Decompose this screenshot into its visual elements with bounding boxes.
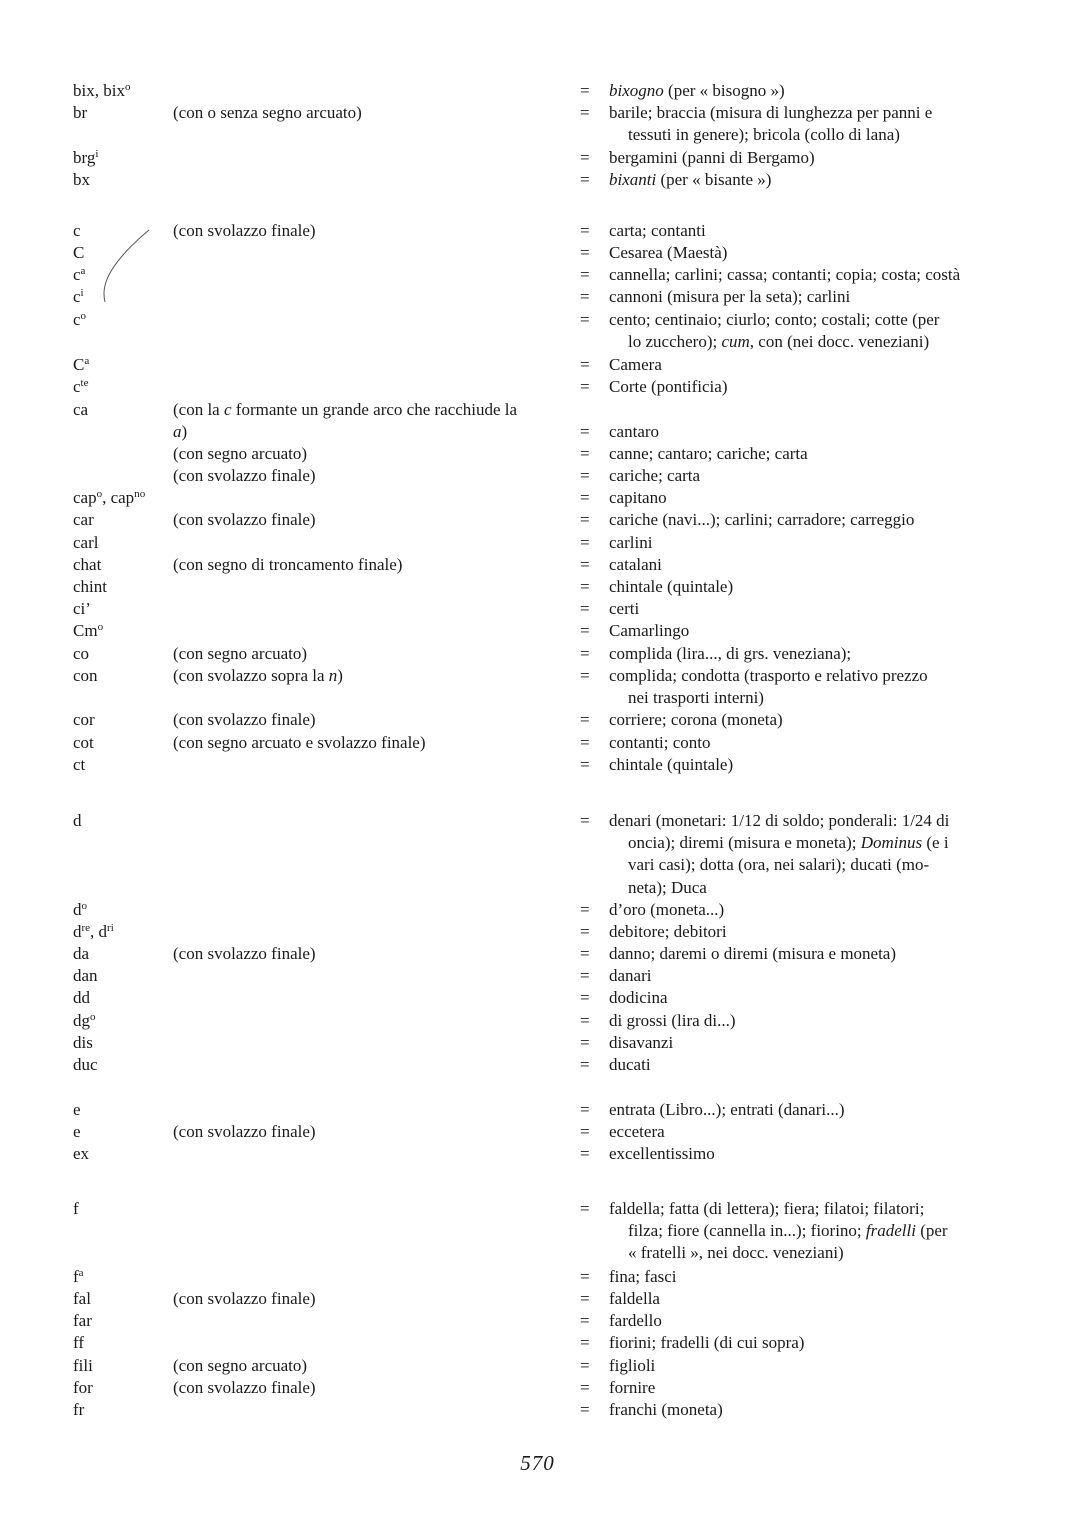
definition-line: eccetera	[609, 1122, 665, 1141]
definition	[609, 465, 1037, 487]
definition-line: vari casi); dotta (ora, nei salari); ducati (mo-	[628, 855, 930, 875]
definition-line: nei trasporti interni)	[628, 688, 764, 708]
equals-sign: =	[580, 355, 590, 374]
abbreviation: br	[73, 103, 88, 122]
equals-sign: =	[580, 1356, 590, 1375]
definition	[609, 80, 1037, 102]
definition-line: oncia); diremi (misura e moneta); Dominus (e i	[628, 833, 949, 853]
abbreviation: $c^{te}$	[73, 377, 89, 396]
definition	[609, 1310, 1037, 1332]
equals-sign: =	[580, 422, 590, 441]
definition	[609, 965, 1037, 987]
abbreviation: $c^i$	[73, 287, 84, 306]
abbreviation-note: (con segno arcuato)	[173, 1356, 308, 1375]
abbreviation-note: (con svolazzo finale)	[173, 510, 316, 529]
abbreviation-note: (con segno arcuato)	[173, 644, 308, 663]
equals-sign: =	[580, 444, 590, 463]
definition	[609, 1121, 1037, 1143]
equals-sign: =	[580, 621, 590, 640]
definition-line: cento; centinaio; ciurlo; conto; costali; cotte (per	[609, 310, 940, 329]
definition	[609, 487, 1037, 509]
abbreviation-note: (con segno arcuato)	[173, 444, 308, 463]
abbreviation: da	[73, 944, 90, 963]
definition	[609, 1010, 1037, 1032]
definition	[609, 1288, 1037, 1310]
definition-line: bixogno (per « bisogno »)	[609, 81, 785, 100]
abbreviation: $f^a$	[73, 1267, 84, 1286]
abbreviation-note: (con la c formante un grande arco che racchiude la a)	[173, 400, 518, 442]
abbreviation: chint	[73, 577, 107, 596]
equals-sign: =	[580, 922, 590, 941]
equals-sign: =	[580, 644, 590, 663]
equals-sign: =	[580, 310, 590, 329]
definition-line: d’oro (moneta...)	[609, 900, 725, 919]
abbreviation: cot	[73, 733, 94, 752]
abbreviation: dan	[73, 966, 98, 985]
equals-sign: =	[580, 1011, 590, 1030]
abbreviation: con	[73, 666, 98, 685]
equals-sign: =	[580, 81, 590, 100]
definition-line: excellentissimo	[609, 1144, 715, 1163]
abbreviation: dis	[73, 1033, 93, 1052]
equals-sign: =	[580, 1122, 590, 1141]
abbreviation: fr	[73, 1400, 85, 1419]
abbreviation-note: (con svolazzo finale)	[173, 1122, 316, 1141]
definition	[609, 810, 1037, 899]
equals-sign: =	[580, 533, 590, 552]
abbreviation: car	[73, 510, 94, 529]
abbreviation: bx	[73, 170, 90, 189]
definition-line: bixanti (per « bisante »)	[609, 170, 772, 189]
definition	[609, 1054, 1037, 1076]
definition	[609, 376, 1037, 398]
pen-stroke-mark	[100, 228, 152, 304]
definition	[609, 102, 1037, 146]
definition	[609, 1143, 1037, 1165]
equals-sign: =	[580, 1289, 590, 1308]
equals-sign: =	[580, 1144, 590, 1163]
abbreviation: $c^o$	[73, 310, 87, 329]
definition	[609, 242, 1037, 264]
definition-line: figlioli	[609, 1356, 656, 1375]
equals-sign: =	[580, 287, 590, 306]
definition-line: complida; condotta (trasporto e relativo prezzo	[609, 666, 928, 685]
definition	[609, 1198, 1037, 1265]
definition-line: Corte (pontificia)	[609, 377, 728, 396]
definition	[609, 1332, 1037, 1354]
definition	[609, 899, 1037, 921]
abbreviation: c	[73, 221, 81, 240]
definition	[609, 987, 1037, 1009]
definition	[609, 264, 1037, 286]
definition	[609, 1355, 1037, 1377]
definition-line: neta); Duca	[628, 877, 707, 897]
definition-line: cantaro	[609, 422, 660, 441]
abbreviation: carl	[73, 533, 99, 552]
definition-line: canne; cantaro; cariche; carta	[609, 444, 808, 463]
abbreviation: $d^o$	[73, 900, 87, 919]
abbreviation-note: (con svolazzo sopra la n)	[173, 666, 343, 685]
definition-line: Cesarea (Maestà)	[609, 243, 728, 262]
definition-line: cariche; carta	[609, 466, 701, 485]
equals-sign: =	[580, 1378, 590, 1397]
abbreviation: e	[73, 1122, 81, 1141]
definition-line: faldella	[609, 1289, 660, 1308]
abbreviation: $C^a$	[73, 355, 90, 374]
equals-sign: =	[580, 170, 590, 189]
equals-sign: =	[580, 1333, 590, 1352]
definition	[609, 532, 1037, 554]
definition	[609, 754, 1037, 776]
definition-line: ducati	[609, 1055, 651, 1074]
definition-line: certi	[609, 599, 640, 618]
definition-line: carta; contanti	[609, 221, 706, 240]
equals-sign: =	[580, 148, 590, 167]
abbreviation: ff	[73, 1333, 85, 1352]
abbreviation-note: (con svolazzo finale)	[173, 1289, 316, 1308]
equals-sign: =	[580, 103, 590, 122]
equals-sign: =	[580, 666, 590, 685]
equals-sign: =	[580, 510, 590, 529]
abbreviation-note: (con svolazzo finale)	[173, 466, 316, 485]
definition-line: complida (lira..., di grs. veneziana);	[609, 644, 852, 663]
abbreviation: cap$^o$, cap$^{no}$	[73, 488, 146, 507]
abbreviation-note: (con svolazzo finale)	[173, 1378, 316, 1397]
definition-line: dodicina	[609, 988, 668, 1007]
definition	[609, 1377, 1037, 1399]
definition	[609, 354, 1037, 376]
abbreviation: fal	[73, 1289, 91, 1308]
definition	[609, 732, 1037, 754]
abbreviation: dd	[73, 988, 90, 1007]
abbreviation: co	[73, 644, 90, 663]
definition	[609, 665, 1037, 709]
definition-line: di grossi (lira di...)	[609, 1011, 736, 1030]
equals-sign: =	[580, 1100, 590, 1119]
definition-line: faldella; fatta (di lettera); fiera; filatoi; filatori;	[609, 1199, 925, 1218]
equals-sign: =	[580, 988, 590, 1007]
equals-sign: =	[580, 755, 590, 774]
equals-sign: =	[580, 1267, 590, 1286]
equals-sign: =	[580, 944, 590, 963]
definition-line: corriere; corona (moneta)	[609, 710, 783, 729]
equals-sign: =	[580, 1311, 590, 1330]
definition	[609, 421, 1037, 443]
definition	[609, 921, 1037, 943]
definition-line: franchi (moneta)	[609, 1400, 723, 1419]
abbreviation: ci’	[73, 599, 91, 618]
abbreviation: $c^a$	[73, 265, 86, 284]
equals-sign: =	[580, 1055, 590, 1074]
definition-line: entrata (Libro...); entrati (danari...)	[609, 1100, 845, 1119]
abbreviation-note: (con segno arcuato e svolazzo finale)	[173, 733, 426, 752]
definition	[609, 220, 1037, 242]
definition-line: barile; braccia (misura di lunghezza per panni e	[609, 103, 933, 122]
definition	[609, 943, 1037, 965]
abbreviation: Cm$^o$	[73, 621, 104, 640]
definition	[609, 1099, 1037, 1121]
definition	[609, 1032, 1037, 1054]
definition-line: fardello	[609, 1311, 662, 1330]
definition-line: lo zucchero); cum, con (nei docc. veneziani)	[628, 332, 930, 352]
abbreviation-note: (con svolazzo finale)	[173, 710, 316, 729]
definition	[609, 643, 1037, 665]
definition-line: carlini	[609, 533, 653, 552]
page-number: 570	[520, 1451, 555, 1475]
abbreviation: ct	[73, 755, 86, 774]
abbreviation: ca	[73, 400, 89, 419]
equals-sign: =	[580, 710, 590, 729]
definition-line: capitano	[609, 488, 667, 507]
definition-line: danno; daremi o diremi (misura e moneta)	[609, 944, 897, 963]
equals-sign: =	[580, 900, 590, 919]
abbreviation: cor	[73, 710, 95, 729]
equals-sign: =	[580, 221, 590, 240]
abbreviation: for	[73, 1378, 93, 1397]
abbreviation: chat	[73, 555, 102, 574]
definition	[609, 169, 1037, 191]
definition	[609, 147, 1037, 169]
equals-sign: =	[580, 811, 590, 830]
abbreviation: far	[73, 1311, 92, 1330]
abbreviation: bix, bix$^o$	[73, 81, 131, 100]
definition-line: cannoni (misura per la seta); carlini	[609, 287, 851, 306]
abbreviation-note: (con svolazzo finale)	[173, 944, 316, 963]
abbreviation: $d^{re}$, $d^{ri}$	[73, 922, 114, 941]
abbreviation-note: (con segno di troncamento finale)	[173, 555, 403, 574]
abbreviation: e	[73, 1100, 81, 1119]
definition-line: catalani	[609, 555, 662, 574]
definition-line: filza; fiore (cannella in...); fiorino; fradelli (per	[628, 1221, 948, 1241]
definition	[609, 620, 1037, 642]
definition-line: fiorini; fradelli (di cui sopra)	[609, 1333, 805, 1352]
definition	[609, 576, 1037, 598]
equals-sign: =	[580, 488, 590, 507]
definition-line: fina; fasci	[609, 1267, 677, 1286]
definition-line: denari (monetari: 1/12 di soldo; ponderali: 1/24 di	[609, 811, 950, 830]
abbreviation: brg$^i$	[73, 148, 99, 167]
definition-line: « fratelli », nei docc. veneziani)	[628, 1243, 844, 1263]
abbreviation-note: (con svolazzo finale)	[173, 221, 316, 240]
abbreviation: d	[73, 811, 82, 830]
definition	[609, 1266, 1037, 1288]
abbreviation: f	[73, 1199, 79, 1218]
abbreviation: C	[73, 243, 85, 262]
definition-line: cannella; carlini; cassa; contanti; copia; costa; costà	[609, 265, 961, 284]
definition-line: cariche (navi...); carlini; carradore; carreggio	[609, 510, 915, 529]
definition-line: disavanzi	[609, 1033, 674, 1052]
equals-sign: =	[580, 555, 590, 574]
definition	[609, 709, 1037, 731]
definition	[609, 1399, 1037, 1421]
definition-line: chintale (quintale)	[609, 577, 734, 596]
abbreviation-note: (con o senza segno arcuato)	[173, 103, 362, 122]
definition-line: debitore; debitori	[609, 922, 727, 941]
definition	[609, 509, 1037, 531]
definition-line: bergamini (panni di Bergamo)	[609, 148, 815, 167]
equals-sign: =	[580, 733, 590, 752]
definition	[609, 286, 1037, 308]
definition-line: fornire	[609, 1378, 656, 1397]
definition-line: tessuti in genere); bricola (collo di lana)	[628, 125, 900, 145]
equals-sign: =	[580, 243, 590, 262]
equals-sign: =	[580, 599, 590, 618]
equals-sign: =	[580, 1199, 590, 1218]
definition	[609, 598, 1037, 620]
equals-sign: =	[580, 1033, 590, 1052]
definition-line: danari	[609, 966, 652, 985]
equals-sign: =	[580, 265, 590, 284]
equals-sign: =	[580, 1400, 590, 1419]
definition	[609, 443, 1037, 465]
abbreviation: ex	[73, 1144, 90, 1163]
equals-sign: =	[580, 377, 590, 396]
equals-sign: =	[580, 577, 590, 596]
definition	[609, 309, 1037, 353]
equals-sign: =	[580, 966, 590, 985]
definition-line: chintale (quintale)	[609, 755, 734, 774]
definition	[609, 554, 1037, 576]
definition-line: Camera	[609, 355, 662, 374]
definition-line: contanti; conto	[609, 733, 711, 752]
equals-sign: =	[580, 466, 590, 485]
abbreviation: fili	[73, 1356, 93, 1375]
abbreviation: duc	[73, 1055, 98, 1074]
definition-line: Camarlingo	[609, 621, 690, 640]
abbreviation: $dg^o$	[73, 1011, 96, 1030]
